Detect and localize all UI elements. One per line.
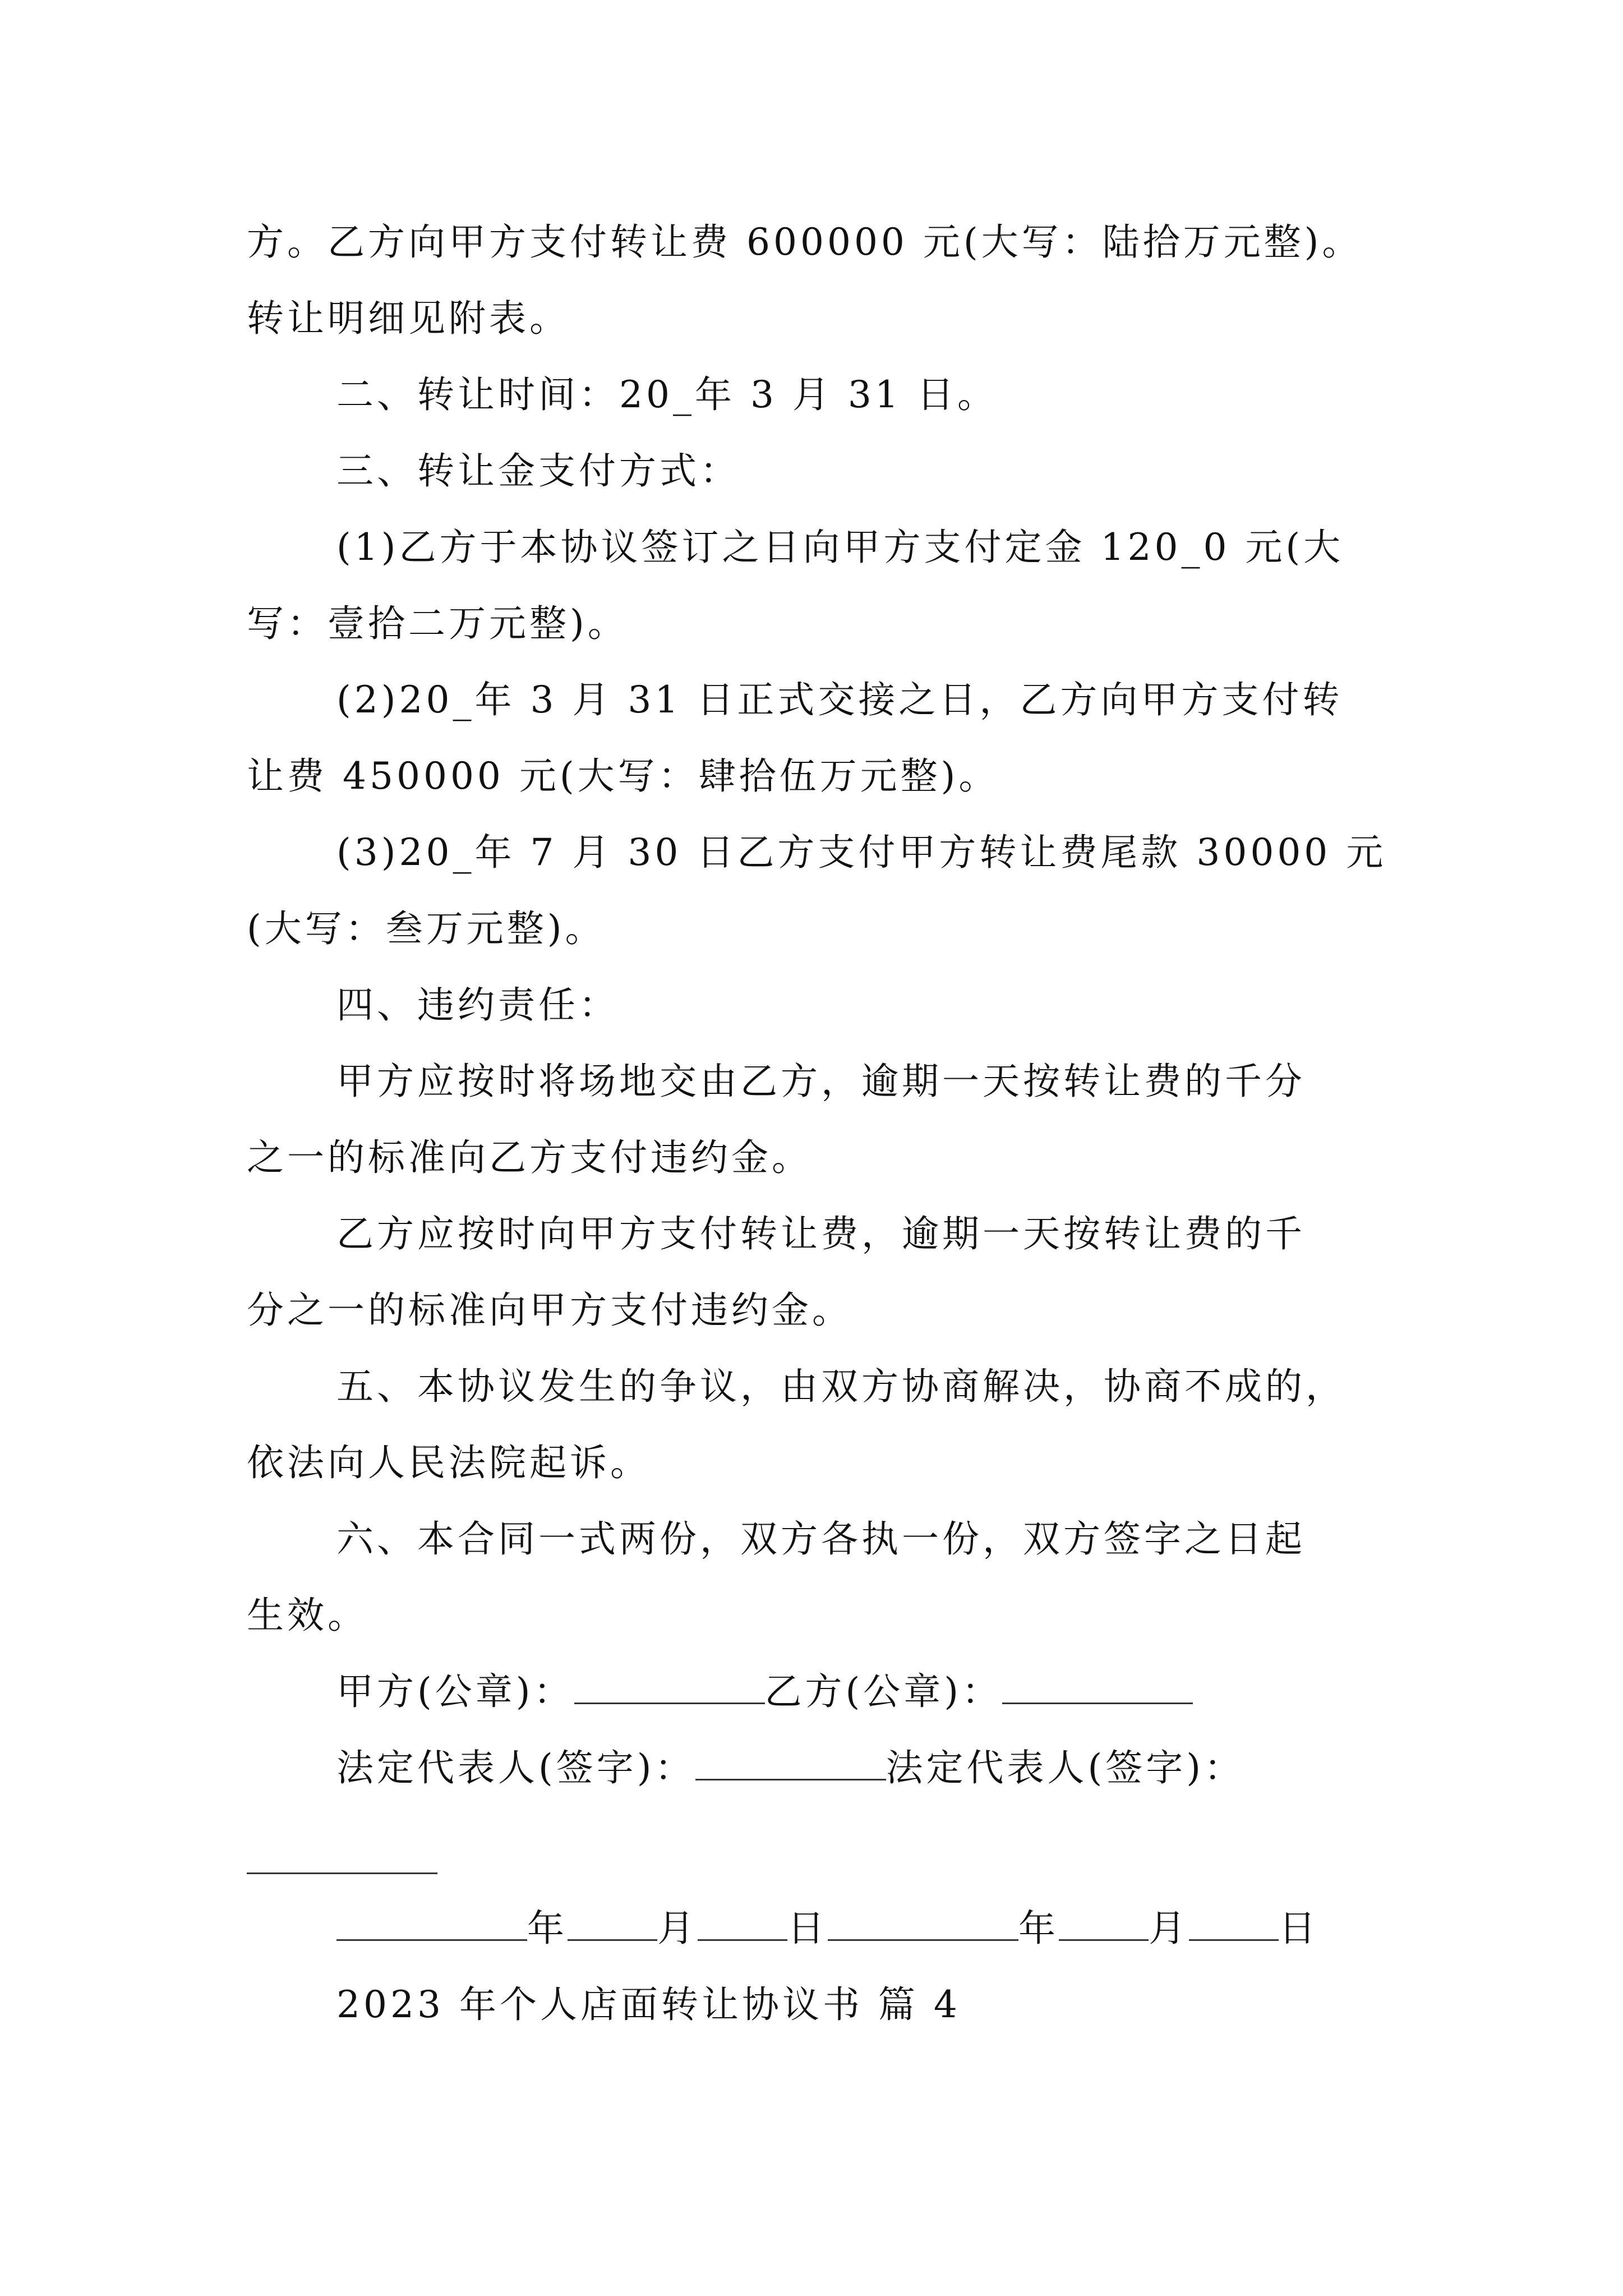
day-label-a: 日	[787, 1907, 828, 1950]
text-line: (3)20_年 7 月 30 日乙方支付甲方转让费尾款 30000 元	[336, 831, 1387, 874]
party-b-seal-label: 乙方(公章)：	[764, 1670, 1002, 1713]
text-line: 二、转让时间：20_年 3 月 31 日。	[336, 373, 998, 416]
text-line: 写：壹拾二万元整)。	[247, 602, 628, 645]
rep-a-blank	[695, 1745, 886, 1780]
party-b-seal-blank	[1002, 1669, 1193, 1704]
text-line: (1)乙方于本协议签订之日向甲方支付定金 120_0 元(大	[336, 526, 1344, 569]
text-line: 之一的标准向乙方支付违约金。	[247, 1136, 812, 1179]
seal-line	[336, 1667, 1193, 1717]
text-line: 让费 450000 元(大写：肆拾伍万元整)。	[247, 754, 999, 798]
text-line: 六、本合同一式两份，双方各执一份，双方签字之日起	[336, 1517, 1306, 1561]
party-a-seal-label: 甲方(公章)：	[336, 1670, 574, 1713]
text-line: (大写：叁万元整)。	[247, 907, 606, 950]
party-a-seal-blank	[574, 1669, 765, 1704]
text-line: (2)20_年 3 月 31 日正式交接之日，乙方向甲方支付转	[336, 678, 1343, 721]
representative-line	[336, 1743, 1244, 1793]
month-label-b: 月	[1149, 1907, 1189, 1950]
text-line: 五、本协议发生的争议，由双方协商解决，协商不成的，	[336, 1365, 1346, 1408]
text-line: 依法向人民法院起诉。	[247, 1441, 651, 1484]
rep-b-blank	[247, 1872, 437, 1874]
date-line	[336, 1904, 1319, 1953]
year-blank-a	[336, 1906, 527, 1941]
year-label-a: 年	[527, 1907, 568, 1950]
text-line: 转让明细见附表。	[247, 297, 570, 340]
text-line: 甲方应按时将场地交由乙方，逾期一天按转让费的千分	[336, 1060, 1306, 1103]
text-line: 四、违约责任：	[336, 983, 619, 1027]
day-blank-a	[698, 1906, 787, 1941]
rep-a-label: 法定代表人(签字)：	[336, 1746, 695, 1789]
year-blank-b	[828, 1906, 1018, 1941]
year-label-b: 年	[1018, 1907, 1059, 1950]
text-line: 三、转让金支付方式：	[336, 449, 740, 493]
text-line: 方。乙方向甲方支付转让费 600000 元(大写：陆拾万元整)。	[247, 220, 1363, 264]
next-section-heading: 2023 年个人店面转让协议书 篇 4	[336, 1983, 961, 2026]
rep-b-label: 法定代表人(签字)：	[886, 1746, 1244, 1789]
text-line: 生效。	[247, 1594, 368, 1637]
month-blank-b	[1059, 1906, 1149, 1941]
month-label-a: 月	[657, 1907, 698, 1950]
text-line: 乙方应按时向甲方支付转让费，逾期一天按转让费的千	[336, 1212, 1306, 1255]
day-blank-b	[1189, 1906, 1279, 1941]
day-label-b: 日	[1279, 1907, 1319, 1950]
text-line: 分之一的标准向甲方支付违约金。	[247, 1289, 852, 1332]
month-blank-a	[568, 1906, 657, 1941]
